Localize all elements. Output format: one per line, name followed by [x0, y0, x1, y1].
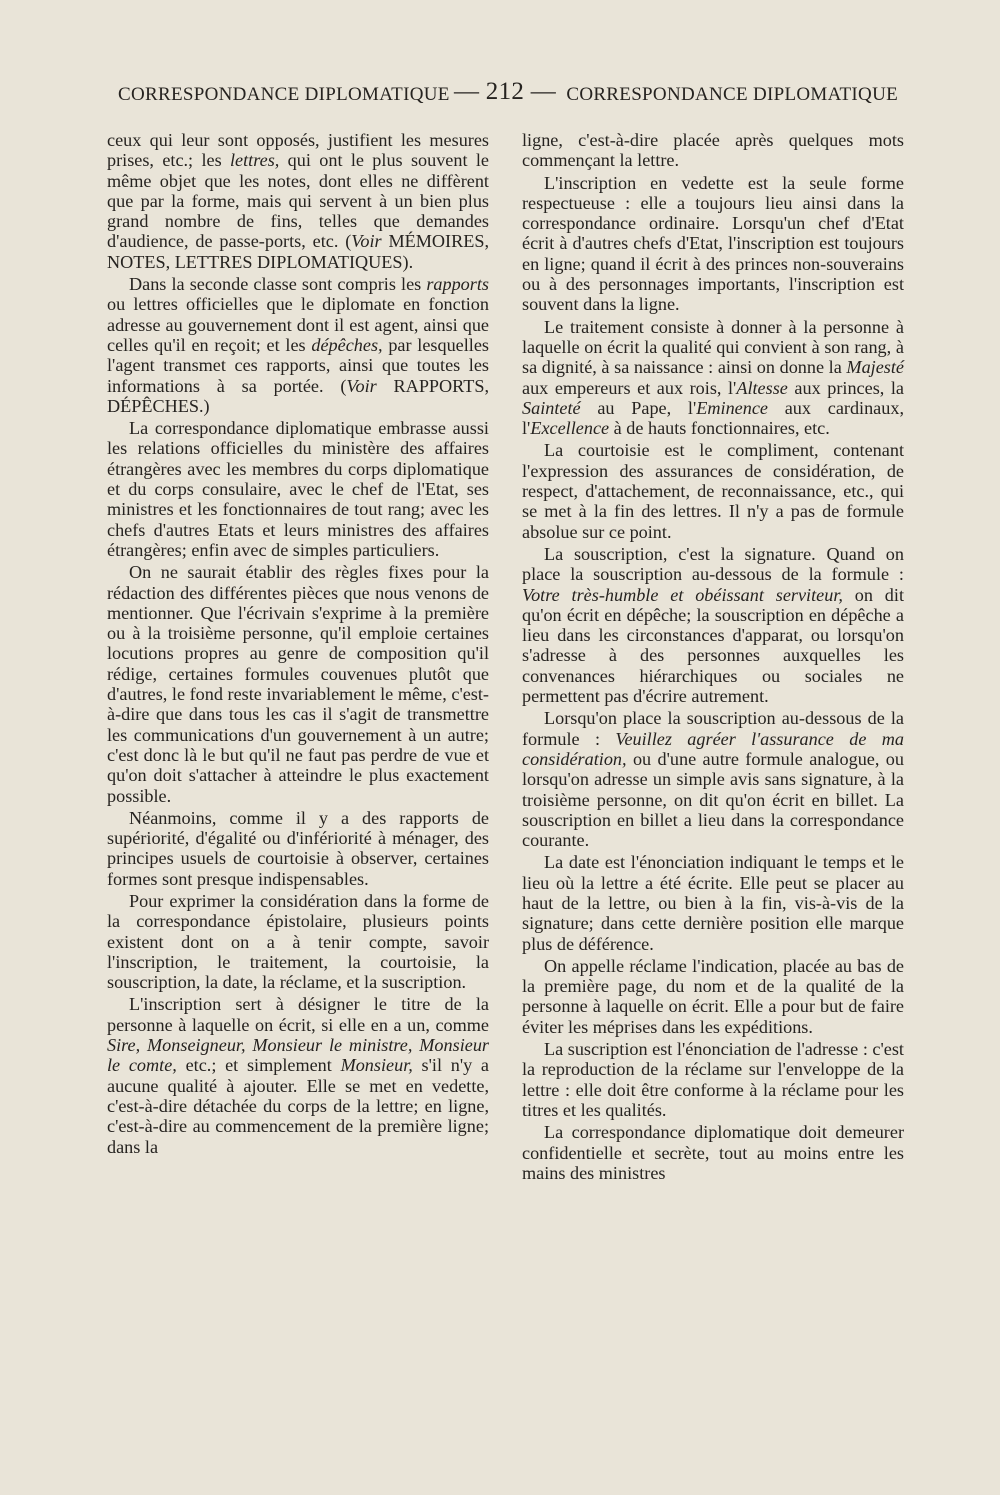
page-number: — 212 —: [453, 78, 557, 105]
paragraph: La correspondance diplomatique embrasse aussi les relations officielles du ministère des affaires étrangères avec les membres du corps diplomatique et du corps consulaire, avec le chef de l'Etat, ses ministres et les fonctionnaires de tout rang; avec les chefs d'autres Etats et leurs ministres des affaires étrangères; enfin avec de simples particuliers.: [107, 418, 489, 560]
paragraph: On ne saurait établir des règles fixes pour la rédaction des différentes pièces que nous venons de mentionner. Que l'écrivain s'exprime à la première ou à la troisième personne, qu'il emploie certaines locutions propres au genre de composition qu'il rédige, certaines formules couvenues plutôt que d'autres, le fond reste invariablement le même, c'est-à-dire que dans tous les cas il s'agit de transmettre les communications d'un gouvernement à un autre; c'est donc là le but qu'il ne faut pas perdre de vue et qu'on doit s'attacher à atteindre le plus exactement possible.: [107, 562, 489, 806]
paragraph: Dans la seconde classe sont compris les rapports ou lettres officielles que le diplomate en fonction adresse au gouvernement dont il est agent, ainsi que celles qu'il en reçoit; et les dépêches, par lesquelles l'agent transmet ces rapports, ainsi que toutes les informations à sa portée. (Voir RAPPORTS, DÉPÊCHES.): [107, 274, 490, 416]
paragraph: Le traitement consiste à donner à la personne à laquelle on écrit la qualité qui convient à son rang, à sa dignité, à sa naissance : ainsi on donne la Majesté aux empereurs et aux rois, l'Altesse aux princes, la Sainteté au Pape, l'Eminence aux cardinaux, l'Excellence à de hauts fonctionnaires, etc.: [522, 316, 905, 439]
right-column: [522, 130, 904, 1183]
paragraph: La souscription, c'est la signature. Quand on place la souscription au-dessous de la formule : Votre très-humble et obéissant serviteur, on dit qu'on écrit en dépêche; la souscription en dépêche a lieu dans les circonstances d'apparat, ou lorsqu'on s'adresse à des personnes auxquelles les convenances hiérarchiques ou sociales ne permettent pas d'écrire autrement.: [522, 543, 905, 707]
left-column: [107, 130, 489, 1157]
paragraph: La courtoisie est le compliment, contenant l'expression des assurances de considération, de respect, d'attachement, de reconnaissance, etc., qui se met à la fin des lettres. Il n'y a pas de formule absolue sur ce point.: [522, 440, 904, 542]
running-header: [112, 78, 898, 108]
paragraph: La correspondance diplomatique doit demeurer confidentielle et secrète, tout au moins entre les mains des ministres: [522, 1122, 904, 1183]
paragraph: On appelle réclame l'indication, placée au bas de la première page, du nom et de la qualité de la personne à laquelle on écrit. Elle a pour but de faire éviter les méprises dans les expéditions.: [522, 955, 904, 1037]
paragraph: Lorsqu'on place la souscription au-dessous de la formule : Veuillez agréer l'assurance de ma considération, ou d'une autre formule analogue, ou lorsqu'on adresse un simple avis sans signature, à la troisième personne, on dit qu'on écrit en billet. La souscription en billet a lieu dans la correspondance courante.: [522, 708, 904, 851]
paragraph: ligne, c'est-à-dire placée après quelques mots commençant la lettre.: [522, 130, 904, 171]
paragraph: La suscription est l'énonciation de l'adresse : c'est la reproduction de la réclame sur l'enveloppe de la lettre : elle doit être conforme à la réclame pour les titres et les qualités.: [522, 1039, 904, 1120]
paragraph: Néanmoins, comme il y a des rapports de supériorité, d'égalité ou d'infériorité à ménager, des principes usuels de courtoisie à observer, certaines formes sont presque indispensables.: [107, 807, 489, 889]
paragraph: Pour exprimer la considération dans la forme de la correspondance épistolaire, plusieurs points existent dont on a à tenir compte, savoir l'inscription, le traitement, la courtoisie, la souscription, la date, la réclame, et la suscription.: [107, 890, 489, 993]
paragraph: ceux qui leur sont opposés, justifient les mesures prises, etc.; les lettres, qui ont le plus souvent le même objet que les notes, dont elles ne diffèrent que par la forme, mais qui servent à un bien plus grand nombre de fins, telles que demandes d'audience, de passe-ports, etc. (Voir MÉMOIRES, NOTES, LETTRES DIPLOMATIQUES).: [107, 130, 490, 272]
paragraph: L'inscription en vedette est la seule forme respectueuse : elle a toujours lieu ainsi dans la correspondance ordinaire. Lorsqu'un chef d'Etat écrit à d'autres chefs d'Etat, l'inscription est toujours en ligne; quand il écrit à des princes non-souverains ou à des personnages importants, l'inscription est souvent dans la ligne.: [522, 172, 904, 315]
paragraph: L'inscription sert à désigner le titre de la personne à laquelle on écrit, si elle en a un, comme Sire, Monseigneur, Monsieur le ministre, Monsieur le comte, etc.; et simplement Monsieur, s'il n'y a aucune qualité à ajouter. Elle se met en vedette, c'est-à-dire détachée du corps de la lettre; en ligne, c'est-à-dire au commencement de la première ligne; dans la: [107, 994, 490, 1157]
header-title-left: CORRESPONDANCE DIPLOMATIQUE: [118, 84, 450, 105]
paragraph: La date est l'énonciation indiquant le temps et le lieu où la lettre a été écrite. Elle peut se placer au haut de la lettre, ou bien à la fin, vis-à-vis de la signature; dans cette dernière position elle marque plus de déférence.: [522, 852, 904, 954]
header-title-right: CORRESPONDANCE DIPLOMATIQUE: [566, 84, 898, 105]
